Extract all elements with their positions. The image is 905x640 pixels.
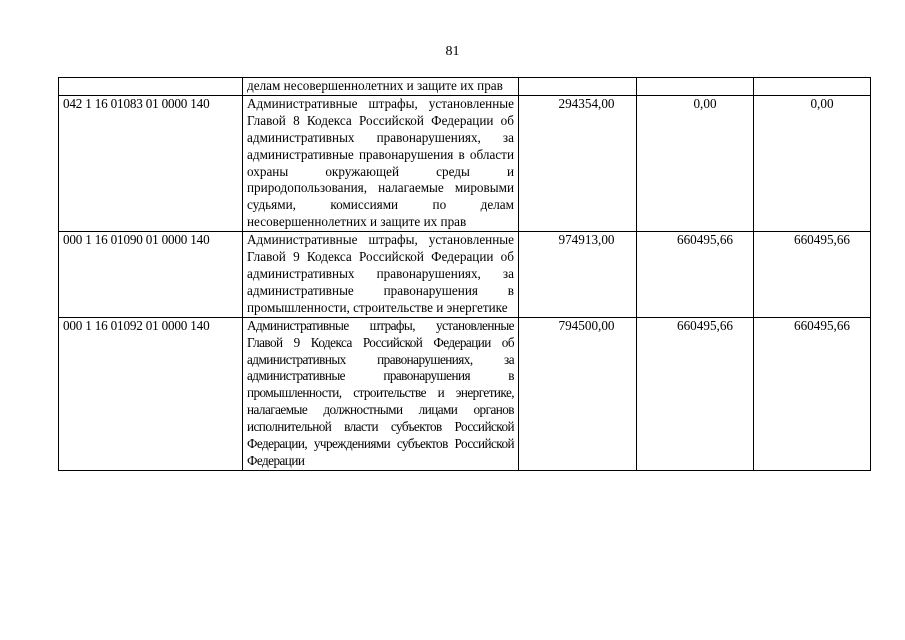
revenue-name-cell: Административные штрафы, установленные Главой 9 Кодекса Российской Федерации об административных правонарушениях, за административные правонарушения в промышленности, строительстве и энергетике bbox=[243, 232, 519, 318]
amount-cell-1: 294354,00 bbox=[519, 95, 637, 231]
revenue-name-cell: Административные штрафы, установленные Главой 9 Кодекса Российской Федерации об административных правонарушениях, за административные правонарушения в промышленности, строительстве и энергетике, налагаемые должностными лицами органов исполнительной власти субъектов Российской Федерации, учреждениями субъектов Российской Федерации bbox=[243, 317, 519, 470]
budget-code-cell: 000 1 16 01090 01 0000 140 bbox=[59, 232, 243, 318]
table-row bbox=[59, 317, 871, 470]
revenue-name-cell: делам несовершеннолетних и защите их прав bbox=[243, 78, 519, 96]
budget-code-cell bbox=[59, 78, 243, 96]
amount-cell-2: 660495,66 bbox=[637, 317, 754, 470]
budget-code-cell: 042 1 16 01083 01 0000 140 bbox=[59, 95, 243, 231]
amount-cell-1: 794500,00 bbox=[519, 317, 637, 470]
amount-cell-1 bbox=[519, 78, 637, 96]
revenue-name-cell: Административные штрафы, установленные Главой 8 Кодекса Российской Федерации об административных правонарушениях, за административные правонарушения в области охраны окружающей среды и природопользования, налагаемые мировыми судьями, комиссиями по делам несовершеннолетних и защите их прав bbox=[243, 95, 519, 231]
table-row bbox=[59, 95, 871, 231]
budget-code-cell: 000 1 16 01092 01 0000 140 bbox=[59, 317, 243, 470]
amount-cell-1: 974913,00 bbox=[519, 232, 637, 318]
budget-revenue-table bbox=[58, 77, 871, 471]
amount-cell-3: 660495,66 bbox=[754, 232, 871, 318]
amount-cell-2: 660495,66 bbox=[637, 232, 754, 318]
amount-cell-3: 660495,66 bbox=[754, 317, 871, 470]
amount-cell-2 bbox=[637, 78, 754, 96]
amount-cell-3 bbox=[754, 78, 871, 96]
table-row bbox=[59, 78, 871, 96]
page-number: 81 bbox=[445, 44, 460, 59]
amount-cell-3: 0,00 bbox=[754, 95, 871, 231]
amount-cell-2: 0,00 bbox=[637, 95, 754, 231]
table-row bbox=[59, 232, 871, 318]
